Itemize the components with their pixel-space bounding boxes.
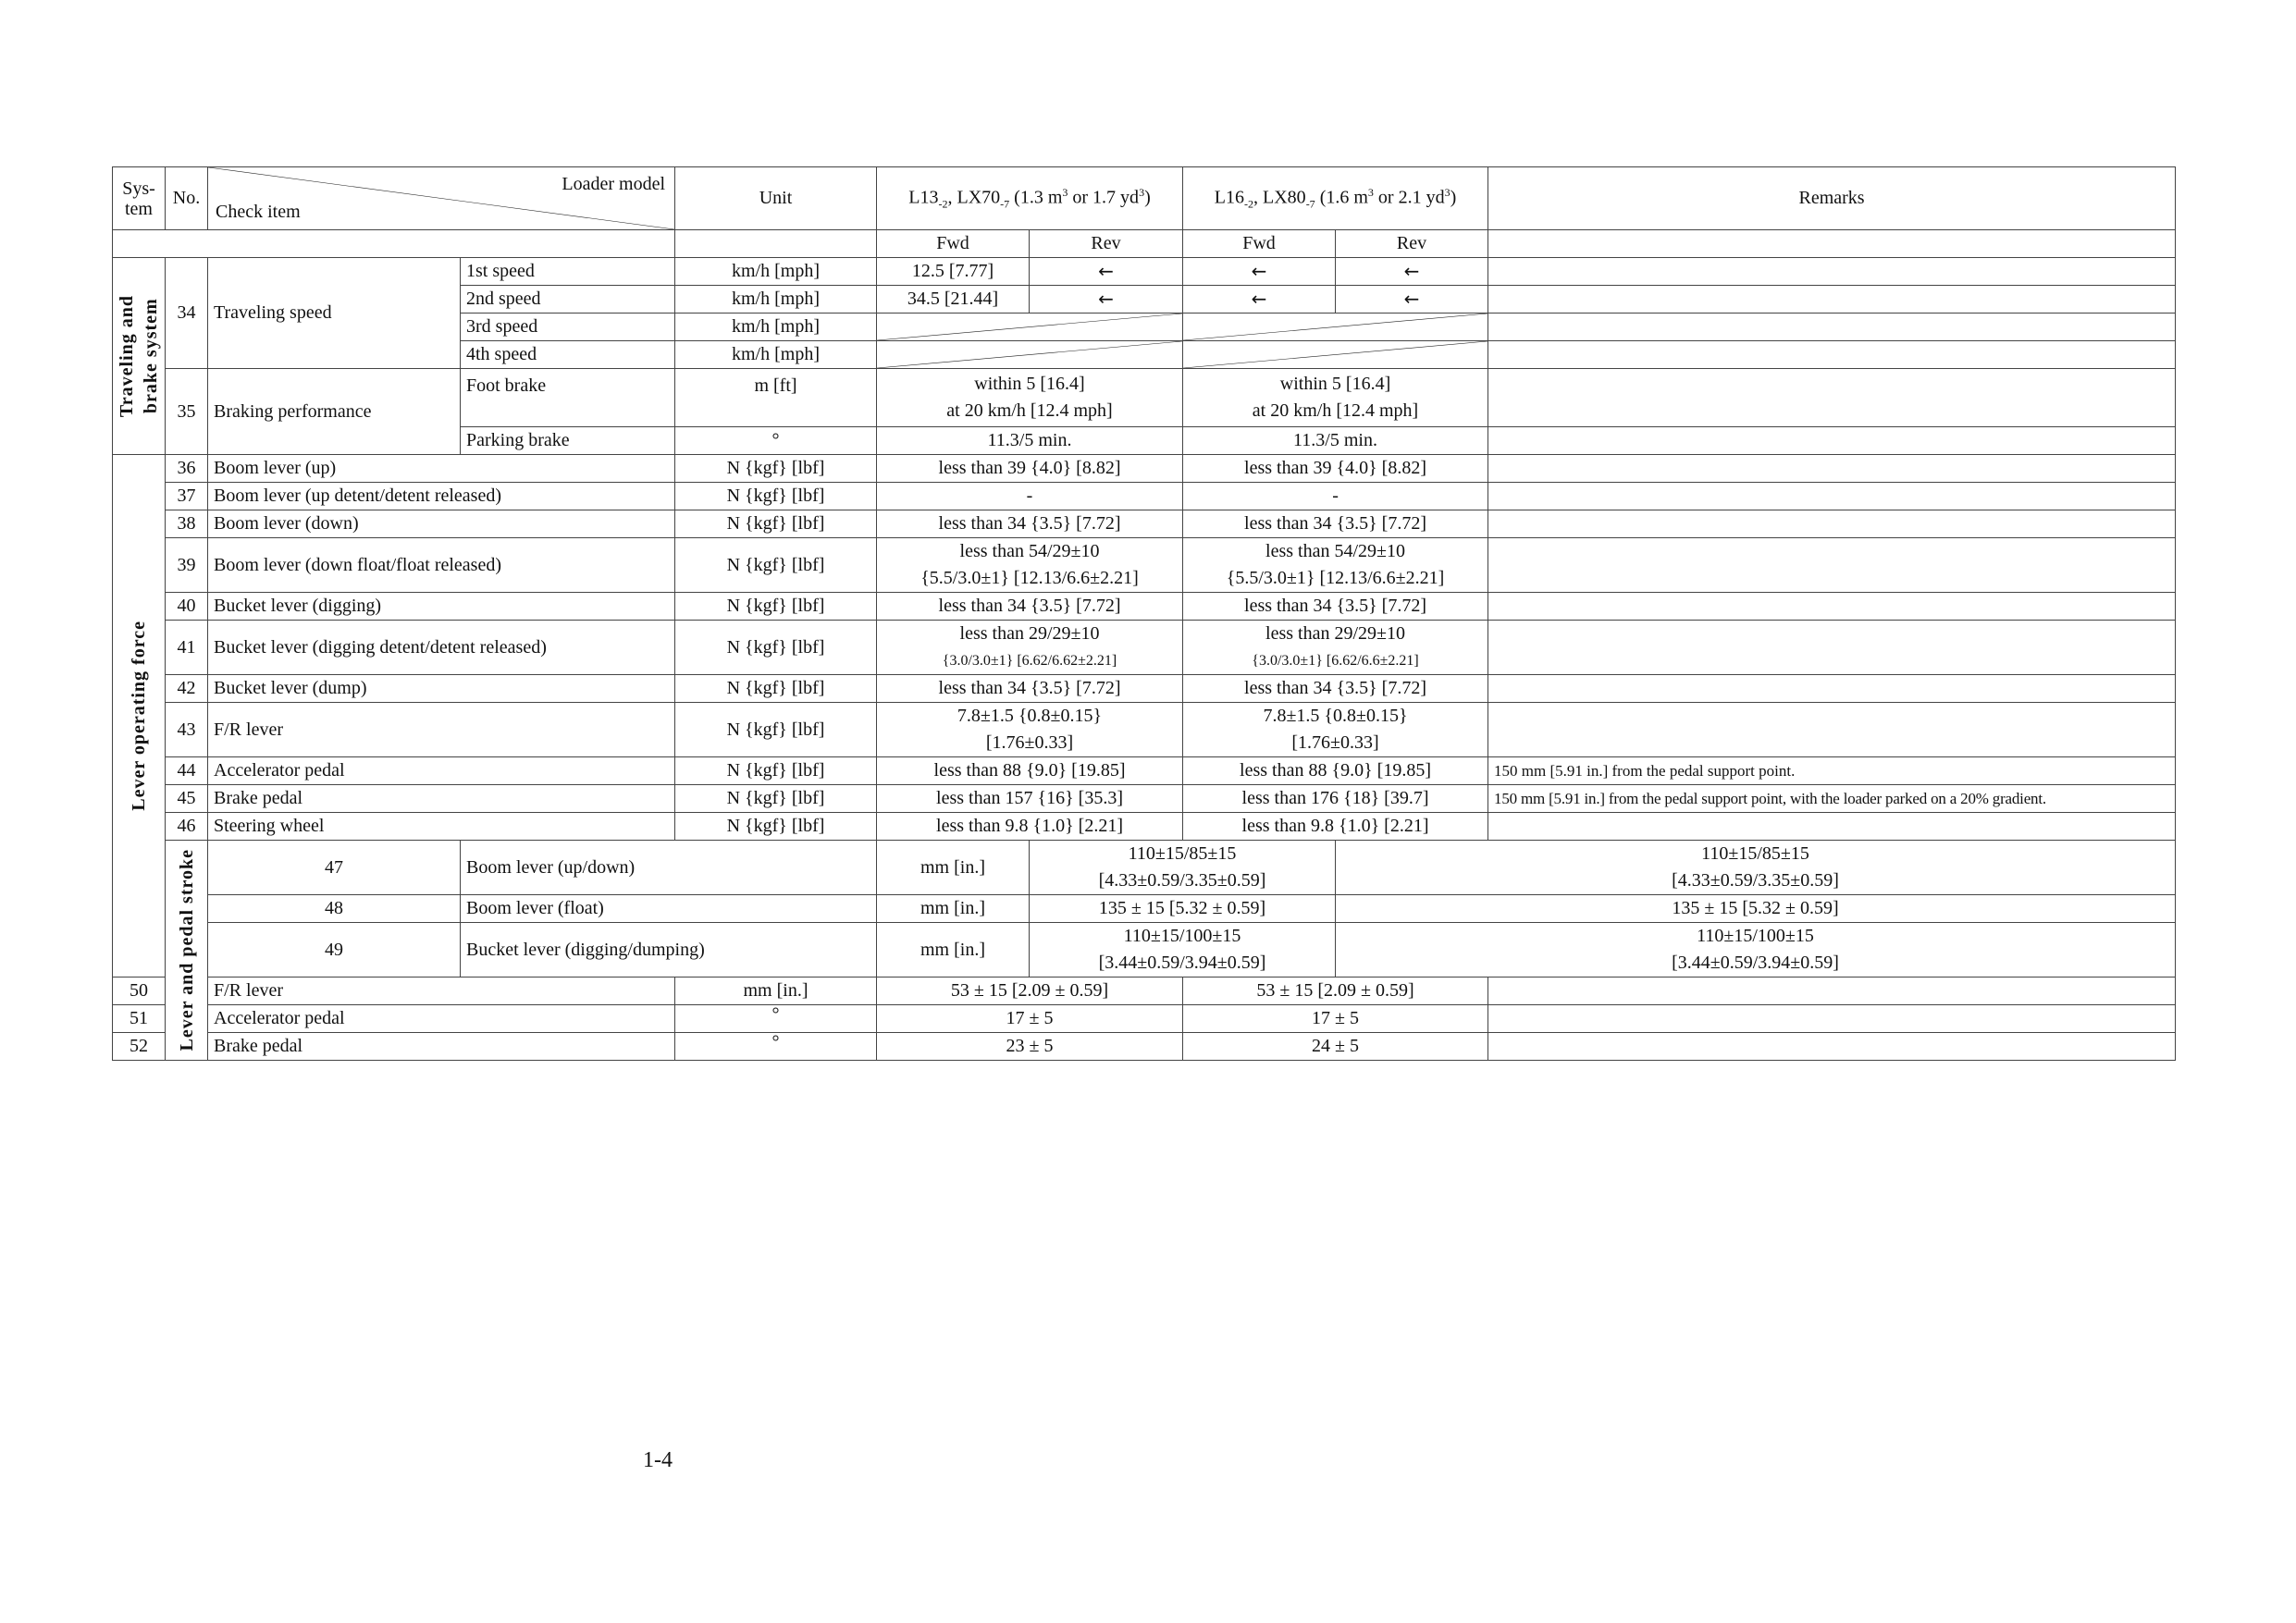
row-no: 47 <box>208 841 461 895</box>
table-row <box>113 510 2176 538</box>
header-subrow <box>113 230 2176 258</box>
unit: N {kgf} [lbf] <box>675 510 877 538</box>
table-row <box>113 455 2176 483</box>
header-system-line2: tem <box>125 198 153 219</box>
row-no: 51 <box>113 1005 166 1033</box>
check-item: Boom lever (up detent/detent released) <box>208 483 675 510</box>
header-model-b <box>1183 167 1488 230</box>
model-a-rest2: or 1.7 yd <box>1068 187 1140 208</box>
model-b-value <box>1183 621 1488 675</box>
row-no: 49 <box>208 923 461 977</box>
remark <box>1488 341 2176 369</box>
value-line1: less than 54/29±10 <box>959 541 1100 561</box>
check-item: F/R lever <box>208 977 675 1005</box>
sub-item: 2nd speed <box>461 286 675 314</box>
value-line2: [1.76±0.33] <box>985 732 1074 753</box>
row-no: 37 <box>166 483 208 510</box>
value-line1: less than 29/29±10 <box>1265 623 1405 644</box>
model-b-sub1: -2 <box>1244 197 1254 211</box>
model-a-value: 53 ± 15 [2.09 ± 0.59] <box>877 977 1183 1005</box>
model-b-sub2: -7 <box>1305 197 1315 211</box>
remark: 150 mm [5.91 in.] from the pedal support point, with the loader parked on a 20% gradient. <box>1488 785 2176 813</box>
value-line2: [3.44±0.59/3.94±0.59] <box>1098 953 1266 973</box>
model-a-value: 23 ± 5 <box>877 1033 1183 1061</box>
left-arrow-icon: ← <box>1183 258 1336 286</box>
not-applicable-cell <box>1183 341 1488 369</box>
check-item: Boom lever (down) <box>208 510 675 538</box>
value-line2: {3.0/3.0±1} [6.62/6.6±2.21] <box>1252 653 1419 669</box>
check-item: Bucket lever (digging) <box>208 593 675 621</box>
value-line1: 110±15/85±15 <box>1128 843 1237 864</box>
remark <box>1488 510 2176 538</box>
unit: km/h [mph] <box>675 314 877 341</box>
model-b-value: less than 34 {3.5} [7.72] <box>1183 593 1488 621</box>
remark <box>1488 369 2176 427</box>
model-b-value: less than 88 {9.0} [19.85] <box>1183 757 1488 785</box>
remark <box>1488 1005 2176 1033</box>
check-item: Accelerator pedal <box>208 757 675 785</box>
value-line1: 7.8±1.5 {0.8±0.15} <box>957 706 1103 726</box>
value-line1: within 5 [16.4] <box>1279 374 1391 394</box>
row-no: 46 <box>166 813 208 841</box>
check-item: Boom lever (up) <box>208 455 675 483</box>
table-row <box>113 977 2176 1005</box>
check-item: Boom lever (float) <box>461 895 877 923</box>
model-a-value: less than 88 {9.0} [19.85] <box>877 757 1183 785</box>
diagonal-slash-icon <box>1183 341 1487 368</box>
header-row <box>113 167 2176 230</box>
remark: 150 mm [5.91 in.] from the pedal support point. <box>1488 757 2176 785</box>
header-system-line1: Sys- <box>122 178 155 199</box>
row-no: 48 <box>208 895 461 923</box>
unit: m [ft] <box>675 369 877 427</box>
remark <box>1488 675 2176 703</box>
model-a-value: less than 157 {16} [35.3] <box>877 785 1183 813</box>
model-a-value: less than 34 {3.5} [7.72] <box>877 675 1183 703</box>
unit: N {kgf} [lbf] <box>675 757 877 785</box>
inspection-spec-table <box>112 166 2176 1061</box>
page-number: 1-4 <box>643 1448 673 1472</box>
value-line2: {5.5/3.0±1} [12.13/6.6±2.21] <box>920 568 1139 588</box>
header-subrow-remarks-blank <box>1488 230 2176 258</box>
header-check-item: Check item <box>216 202 301 222</box>
not-applicable-cell <box>877 314 1183 341</box>
check-item: Brake pedal <box>208 1033 675 1061</box>
unit: N {kgf} [lbf] <box>675 538 877 593</box>
model-a-value: 135 ± 15 [5.32 ± 0.59] <box>1030 895 1336 923</box>
model-b-value: less than 34 {3.5} [7.72] <box>1183 675 1488 703</box>
header-model-a-rev: Rev <box>1030 230 1183 258</box>
header-subrow-blank <box>113 230 675 258</box>
header-model-a <box>877 167 1183 230</box>
left-arrow-icon: ← <box>1030 258 1183 286</box>
row-no: 36 <box>166 455 208 483</box>
unit: N {kgf} [lbf] <box>675 813 877 841</box>
model-a-sup2: 3 <box>1139 185 1145 199</box>
diagonal-slash-icon <box>877 314 1182 340</box>
header-system <box>113 167 166 230</box>
unit: mm [in.] <box>877 895 1030 923</box>
check-item: Traveling speed <box>208 258 461 369</box>
system-lever-pedal-stroke <box>166 841 208 1061</box>
check-item: Bucket lever (dump) <box>208 675 675 703</box>
model-a-sup1: 3 <box>1062 185 1068 199</box>
unit: N {kgf} [lbf] <box>675 455 877 483</box>
value-line2: {3.0/3.0±1} [6.62/6.62±2.21] <box>942 653 1117 669</box>
model-b-sup2: 3 <box>1444 185 1450 199</box>
model-b-value <box>1183 538 1488 593</box>
not-applicable-cell <box>1183 314 1488 341</box>
remark <box>1488 314 2176 341</box>
model-b-value <box>1336 923 2176 977</box>
model-a-value: 17 ± 5 <box>877 1005 1183 1033</box>
model-b-value: less than 34 {3.5} [7.72] <box>1183 510 1488 538</box>
model-b-mid: , LX80 <box>1253 187 1306 208</box>
unit: km/h [mph] <box>675 258 877 286</box>
header-no: No. <box>166 167 208 230</box>
system-traveling-line1: Traveling and <box>117 294 137 418</box>
left-arrow-icon: ← <box>1183 286 1336 314</box>
row-no: 38 <box>166 510 208 538</box>
left-arrow-icon: ← <box>1336 258 1488 286</box>
model-b-base: L16 <box>1214 187 1245 208</box>
model-a-mid: , LX70 <box>947 187 1001 208</box>
unit: ° <box>675 1005 877 1033</box>
value-line1: 110±15/100±15 <box>1697 926 1814 946</box>
sub-item: Foot brake <box>461 369 675 427</box>
row-no: 45 <box>166 785 208 813</box>
model-a-value <box>877 369 1183 427</box>
row-no: 52 <box>113 1033 166 1061</box>
unit: mm [in.] <box>877 923 1030 977</box>
model-b-rest: (1.6 m <box>1315 187 1368 208</box>
remark <box>1488 258 2176 286</box>
table-row <box>113 483 2176 510</box>
system-traveling-brake <box>113 258 166 455</box>
model-a-rest: (1.3 m <box>1009 187 1063 208</box>
unit: N {kgf} [lbf] <box>675 675 877 703</box>
check-item: Accelerator pedal <box>208 1005 675 1033</box>
value-line2: [1.76±0.33] <box>1291 732 1379 753</box>
table-row <box>113 538 2176 593</box>
row-no: 44 <box>166 757 208 785</box>
remark <box>1488 427 2176 455</box>
value-line2: [4.33±0.59/3.35±0.59] <box>1098 870 1266 891</box>
model-b-value: less than 39 {4.0} [8.82] <box>1183 455 1488 483</box>
header-model-b-fwd: Fwd <box>1183 230 1336 258</box>
model-b-rest2: or 2.1 yd <box>1373 187 1445 208</box>
system-traveling-line2: brake system <box>141 298 161 414</box>
value-line2: [3.44±0.59/3.94±0.59] <box>1672 953 1839 973</box>
sub-item: 1st speed <box>461 258 675 286</box>
header-unit: Unit <box>675 167 877 230</box>
check-item: Bucket lever (digging/dumping) <box>461 923 877 977</box>
model-b-value <box>1183 703 1488 757</box>
model-b-value: 17 ± 5 <box>1183 1005 1488 1033</box>
model-b-value: less than 176 {18} [39.7] <box>1183 785 1488 813</box>
model-a-value: less than 9.8 {1.0} [2.21] <box>877 813 1183 841</box>
model-b-end: ) <box>1450 187 1457 208</box>
model-a-sub1: -2 <box>938 197 948 211</box>
unit: N {kgf} [lbf] <box>675 785 877 813</box>
table-row <box>113 895 2176 923</box>
unit: N {kgf} [lbf] <box>675 593 877 621</box>
sub-item: 4th speed <box>461 341 675 369</box>
row-no: 43 <box>166 703 208 757</box>
table-row <box>113 785 2176 813</box>
unit: mm [in.] <box>675 977 877 1005</box>
check-item: Boom lever (down float/float released) <box>208 538 675 593</box>
row-no: 34 <box>166 258 208 369</box>
model-b-value: 11.3/5 min. <box>1183 427 1488 455</box>
remark <box>1488 286 2176 314</box>
value-line2: at 20 km/h [12.4 mph] <box>1252 400 1419 421</box>
check-item: Steering wheel <box>208 813 675 841</box>
header-check-item-loader-model <box>208 167 675 230</box>
unit: km/h [mph] <box>675 341 877 369</box>
remark <box>1488 455 2176 483</box>
table-row <box>113 923 2176 977</box>
remark <box>1488 977 2176 1005</box>
model-b-value <box>1183 369 1488 427</box>
value-line1: 110±15/100±15 <box>1123 926 1241 946</box>
table-row <box>113 1033 2176 1061</box>
remark <box>1488 538 2176 593</box>
table-row <box>113 1005 2176 1033</box>
table-row <box>113 369 2176 427</box>
model-a-value <box>877 621 1183 675</box>
remark <box>1488 703 2176 757</box>
unit: N {kgf} [lbf] <box>675 621 877 675</box>
remark <box>1488 813 2176 841</box>
table-row <box>113 675 2176 703</box>
table-row <box>113 757 2176 785</box>
unit: ° <box>675 427 877 455</box>
system-lever-operating-force <box>113 455 166 977</box>
remark <box>1488 593 2176 621</box>
model-b-value: 24 ± 5 <box>1183 1033 1488 1061</box>
sub-item: 3rd speed <box>461 314 675 341</box>
model-b-value: less than 9.8 {1.0} [2.21] <box>1183 813 1488 841</box>
model-a-fwd-value: 34.5 [21.44] <box>877 286 1030 314</box>
check-item: Brake pedal <box>208 785 675 813</box>
row-no: 41 <box>166 621 208 675</box>
model-a-value <box>877 538 1183 593</box>
model-a-value: less than 39 {4.0} [8.82] <box>877 455 1183 483</box>
model-a-end: ) <box>1144 187 1151 208</box>
sub-item: Parking brake <box>461 427 675 455</box>
table-row <box>113 703 2176 757</box>
model-a-value <box>1030 923 1336 977</box>
header-model-b-rev: Rev <box>1336 230 1488 258</box>
row-no: 50 <box>113 977 166 1005</box>
row-no: 35 <box>166 369 208 455</box>
table-row <box>113 621 2176 675</box>
remark <box>1488 621 2176 675</box>
system-lever-force-label: Lever operating force <box>129 621 149 811</box>
table-row <box>113 593 2176 621</box>
model-a-value: - <box>877 483 1183 510</box>
unit: ° <box>675 1033 877 1061</box>
model-b-value: - <box>1183 483 1488 510</box>
header-model-a-fwd: Fwd <box>877 230 1030 258</box>
header-remarks: Remarks <box>1488 167 2176 230</box>
remark <box>1488 1033 2176 1061</box>
model-b-value <box>1336 841 2176 895</box>
model-b-value: 135 ± 15 [5.32 ± 0.59] <box>1336 895 2176 923</box>
table-row <box>113 813 2176 841</box>
table-row <box>113 258 2176 286</box>
model-a-base: L13 <box>908 187 939 208</box>
diagonal-slash-icon <box>1183 314 1487 340</box>
unit: N {kgf} [lbf] <box>675 483 877 510</box>
model-a-fwd-value: 12.5 [7.77] <box>877 258 1030 286</box>
value-line1: 7.8±1.5 {0.8±0.15} <box>1263 706 1408 726</box>
row-no: 40 <box>166 593 208 621</box>
remark <box>1488 483 2176 510</box>
unit: km/h [mph] <box>675 286 877 314</box>
table-row <box>113 841 2176 895</box>
check-item: Boom lever (up/down) <box>461 841 877 895</box>
value-line2: at 20 km/h [12.4 mph] <box>946 400 1113 421</box>
model-a-sub2: -7 <box>1000 197 1010 211</box>
model-a-value <box>877 703 1183 757</box>
model-a-value: less than 34 {3.5} [7.72] <box>877 593 1183 621</box>
unit: mm [in.] <box>877 841 1030 895</box>
model-a-value <box>1030 841 1336 895</box>
value-line1: 110±15/85±15 <box>1701 843 1809 864</box>
system-traveling-label <box>115 295 163 417</box>
check-item: Braking performance <box>208 369 461 455</box>
row-no: 39 <box>166 538 208 593</box>
value-line1: less than 29/29±10 <box>959 623 1100 644</box>
model-b-sup1: 3 <box>1367 185 1374 199</box>
value-line1: less than 54/29±10 <box>1265 541 1405 561</box>
unit: N {kgf} [lbf] <box>675 703 877 757</box>
row-no: 42 <box>166 675 208 703</box>
check-item: Bucket lever (digging detent/detent released) <box>208 621 675 675</box>
model-a-value: less than 34 {3.5} [7.72] <box>877 510 1183 538</box>
header-subrow-unit-blank <box>675 230 877 258</box>
value-line2: {5.5/3.0±1} [12.13/6.6±2.21] <box>1226 568 1445 588</box>
not-applicable-cell <box>877 341 1183 369</box>
diagonal-slash-icon <box>877 341 1182 368</box>
header-loader-model: Loader model <box>562 174 665 194</box>
model-a-value: 11.3/5 min. <box>877 427 1183 455</box>
model-b-value: 53 ± 15 [2.09 ± 0.59] <box>1183 977 1488 1005</box>
system-lever-stroke-label: Lever and pedal stroke <box>176 849 197 1051</box>
check-item: F/R lever <box>208 703 675 757</box>
value-line2: [4.33±0.59/3.35±0.59] <box>1672 870 1839 891</box>
value-line1: within 5 [16.4] <box>974 374 1085 394</box>
left-arrow-icon: ← <box>1336 286 1488 314</box>
left-arrow-icon: ← <box>1030 286 1183 314</box>
